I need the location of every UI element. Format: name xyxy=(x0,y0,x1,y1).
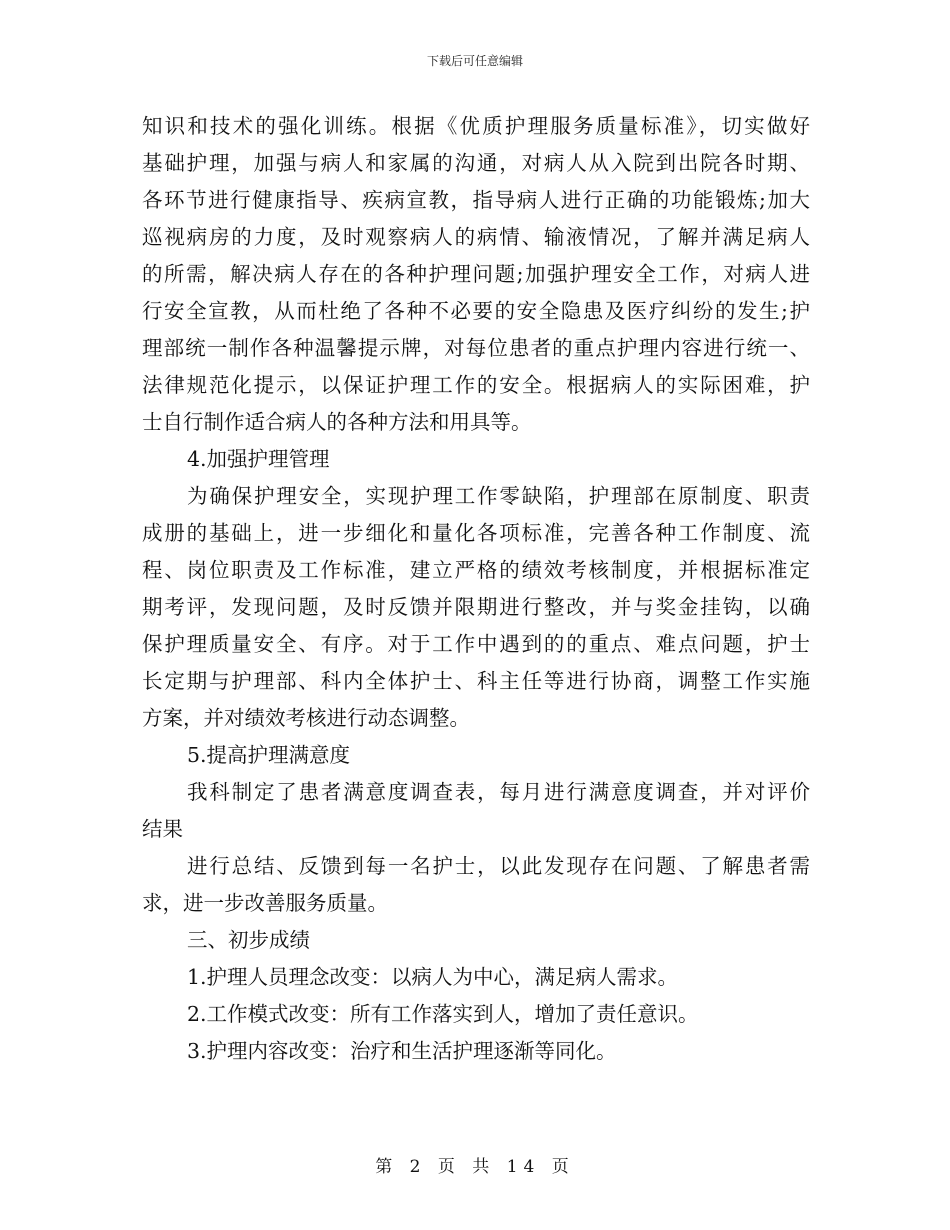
section-heading: 4.加强护理管理 xyxy=(187,447,330,471)
body-line: 进行总结、反馈到每一名护士，以此发现存在问题、了解患者需 xyxy=(187,854,810,878)
body-line: 巡视病房的力度，及时观察病人的病情、输液情况，了解并满足病人 xyxy=(142,225,810,249)
body-line: 法律规范化提示，以保证护理工作的安全。根据病人的实际困难，护 xyxy=(142,373,810,397)
body-line: 士自行制作适合病人的各种方法和用具等。 xyxy=(142,410,532,434)
body-line: 各环节进行健康指导、疾病宣教，指导病人进行正确的功能锻炼;加大 xyxy=(142,188,810,212)
section-heading: 5.提高护理满意度 xyxy=(187,743,351,767)
body-line: 基础护理，加强与病人和家属的沟通，对病人从入院到出院各时期、 xyxy=(142,151,810,175)
body-line: 求，进一步改善服务质量。 xyxy=(142,891,388,915)
document-body xyxy=(142,108,810,1070)
body-line: 成册的基础上，进一步细化和量化各项标准，完善各种工作制度、流 xyxy=(142,521,810,545)
list-item: 3.护理内容改变：治疗和生活护理逐渐等同化。 xyxy=(187,1039,617,1063)
page-header: 下载后可任意编辑 xyxy=(426,54,523,68)
body-line: 理部统一制作各种温馨提示牌，对每位患者的重点护理内容进行统一、 xyxy=(142,336,810,360)
body-line: 方案，并对绩效考核进行动态调整。 xyxy=(142,706,470,730)
page-number: 第 2 页 共 14 页 xyxy=(375,1157,575,1177)
body-line: 知识和技术的强化训练。根据《优质护理服务质量标准》，切实做好 xyxy=(142,114,810,138)
body-line: 保护理质量安全、有序。对于工作中遇到的的重点、难点问题，护士 xyxy=(142,632,810,656)
body-line: 行安全宣教，从而杜绝了各种不必要的安全隐患及医疗纠纷的发生;护 xyxy=(142,299,810,323)
body-line: 长定期与护理部、科内全体护士、科主任等进行协商，调整工作实施 xyxy=(142,669,810,693)
body-line: 结果 xyxy=(142,817,183,841)
section-heading: 三、初步成绩 xyxy=(187,928,310,952)
body-line: 程、岗位职责及工作标准，建立严格的绩效考核制度，并根据标准定 xyxy=(142,558,810,582)
list-item: 2.工作模式改变：所有工作落实到人，增加了责任意识。 xyxy=(187,1002,699,1026)
body-line: 为确保护理安全，实现护理工作零缺陷，护理部在原制度、职责 xyxy=(187,484,810,508)
list-item: 1.护理人员理念改变：以病人为中心，满足病人需求。 xyxy=(187,965,679,989)
body-line: 我科制定了患者满意度调查表，每月进行满意度调查，并对评价 xyxy=(187,780,810,804)
body-line: 的所需，解决病人存在的各种护理问题;加强护理安全工作，对病人进 xyxy=(142,262,810,286)
body-line: 期考评，发现问题，及时反馈并限期进行整改，并与奖金挂钩，以确 xyxy=(142,595,810,619)
